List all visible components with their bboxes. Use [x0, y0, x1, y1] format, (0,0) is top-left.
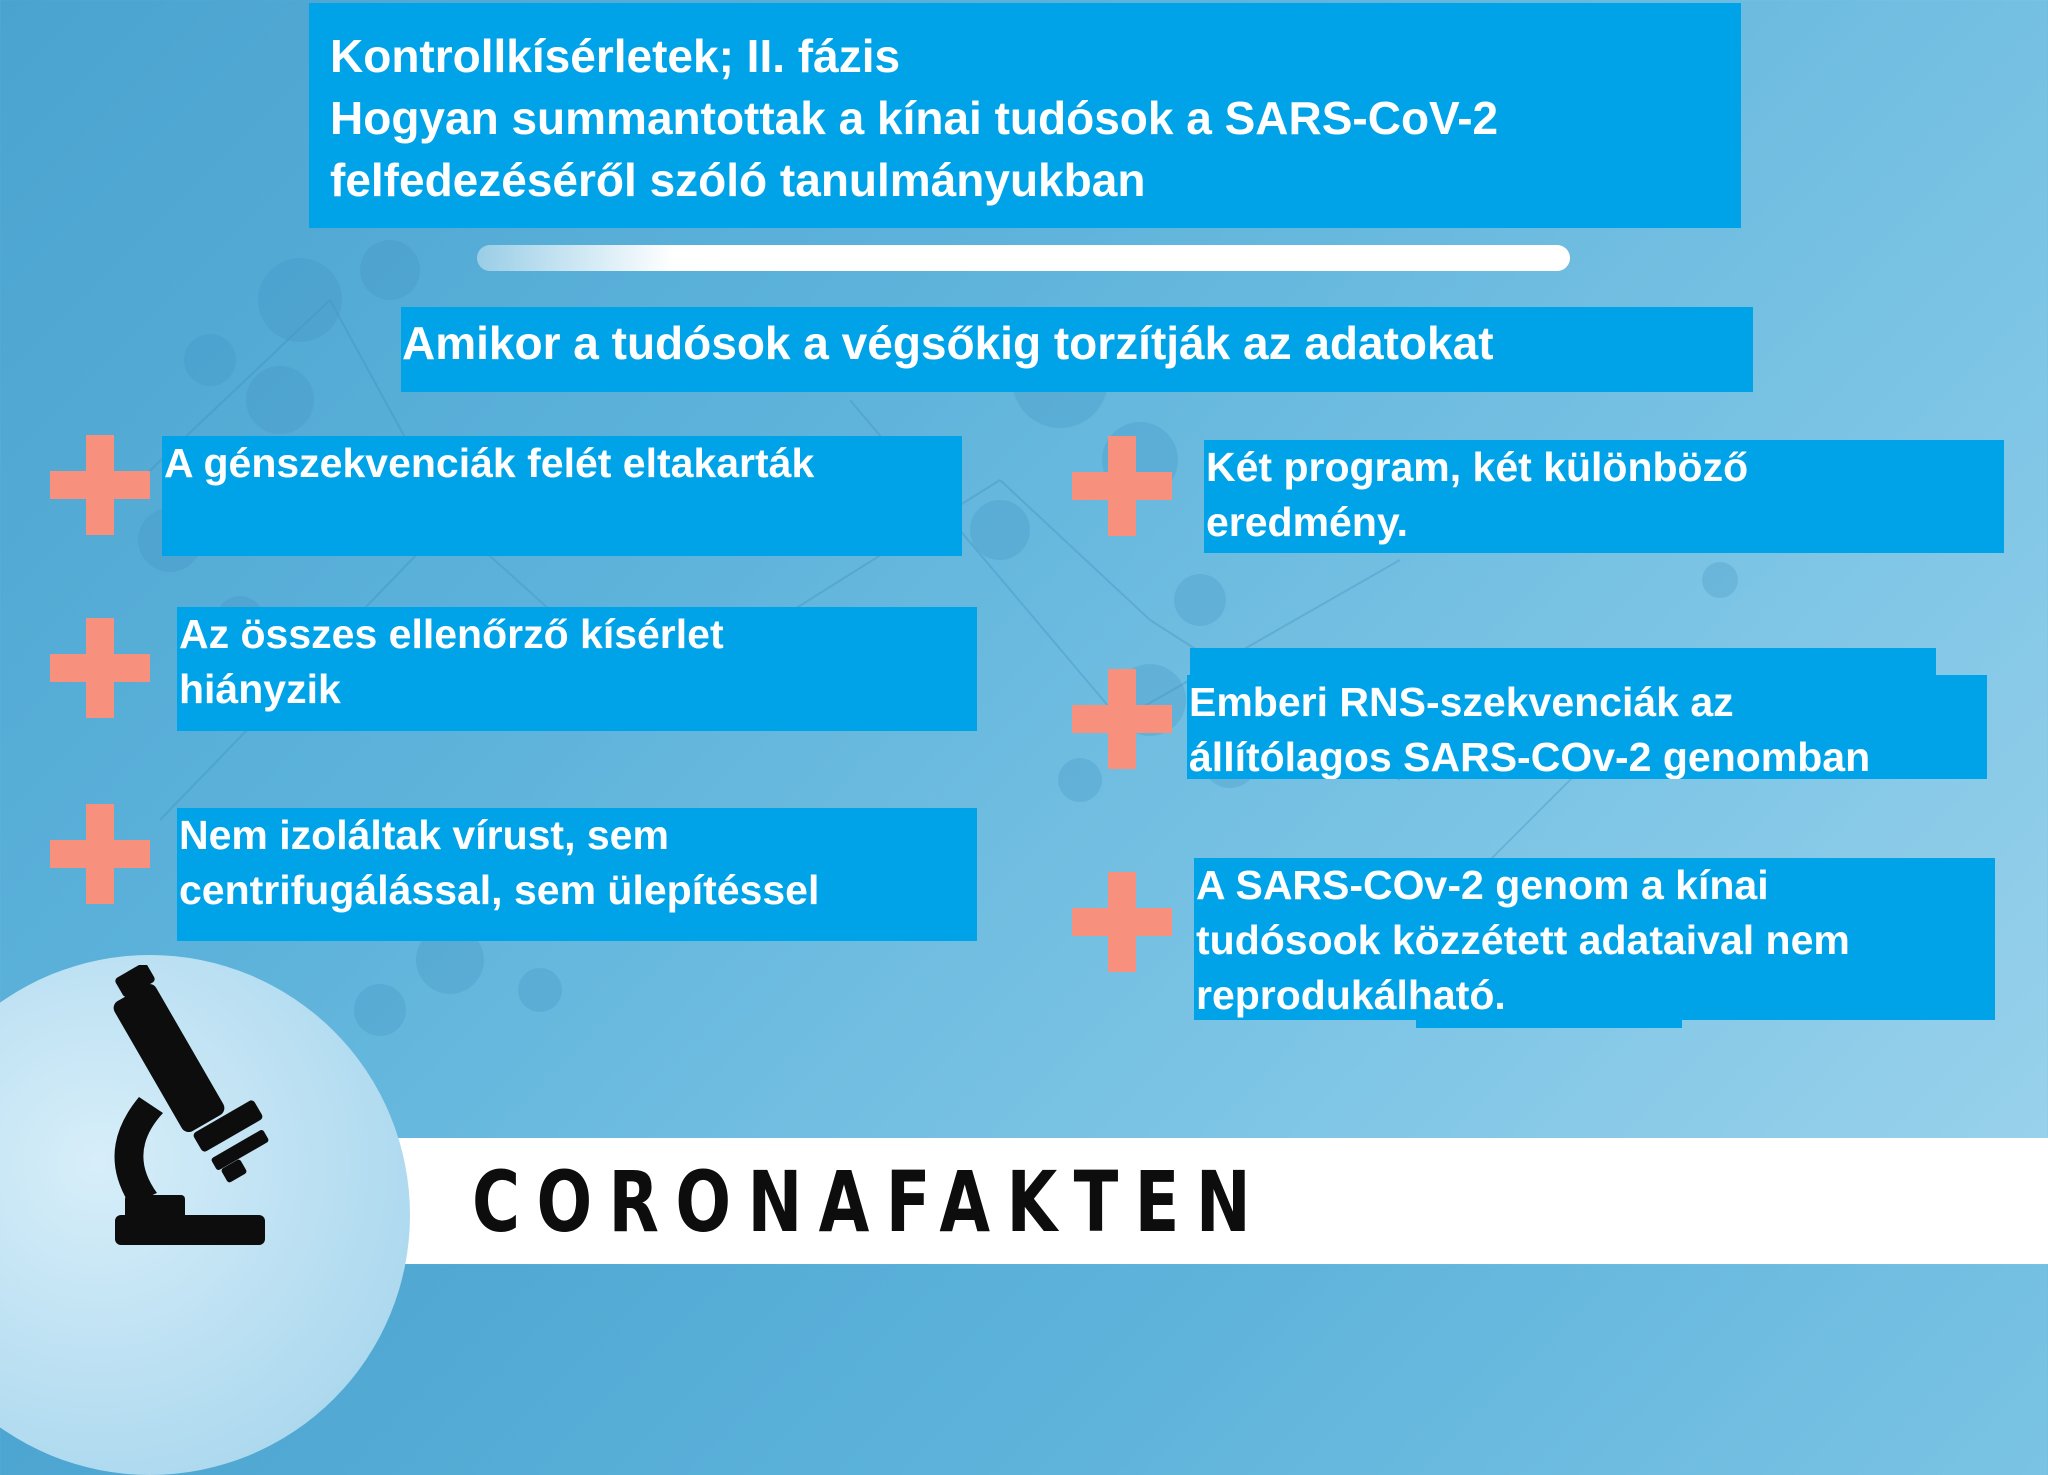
plus-icon [1072, 669, 1172, 769]
right-item-2-line-1: Emberi RNS-szekvenciák az [1189, 679, 1734, 725]
brand-logo-text: CORONAFAKTEN [472, 1153, 1268, 1251]
title-line-3: felfedezéséről szóló tanulmányukban [330, 154, 1146, 206]
right-item-1-line-1: Két program, két különböző [1206, 444, 1749, 490]
plus-icon [50, 435, 150, 535]
divider-bar [477, 245, 1570, 271]
plus-icon [50, 804, 150, 904]
left-item-1 [162, 436, 962, 556]
right-item-2-line-2: állítólagos SARS-COv-2 genomban [1189, 734, 1871, 779]
right-item-1 [1204, 440, 2004, 553]
plus-icon [1072, 872, 1172, 972]
subtitle-box [401, 307, 1753, 392]
right-item-3 [1194, 858, 1995, 1020]
title-line-2: Hogyan summantottak a kínai tudósok a SARS-CoV-2 [330, 92, 1499, 144]
right-item-3-line-3: reprodukálható. [1196, 972, 1506, 1018]
plus-icon [1072, 436, 1172, 536]
left-item-2-line-1: Az összes ellenőrző kísérlet [179, 611, 724, 657]
title-box [309, 3, 1741, 228]
title-line-1: Kontrollkísérletek; II. fázis [330, 30, 901, 82]
left-item-3 [177, 808, 977, 941]
left-item-3-line-2: centrifugálással, sem ülepítéssel [179, 867, 820, 913]
plus-icon [50, 618, 150, 718]
right-item-3-line-1: A SARS-COv-2 genom a kínai [1196, 862, 1769, 908]
left-item-2-line-2: hiányzik [179, 666, 341, 712]
microscope-icon [105, 965, 275, 1255]
right-item-1-line-2: eredmény. [1206, 499, 1409, 545]
left-item-2 [177, 607, 977, 731]
right-item-2 [1187, 675, 1987, 779]
right-item-3-line-2: tudósook közzétett adataival nem [1196, 917, 1850, 963]
subtitle-text: Amikor a tudósok a végsőkig torzítják az adatokat [402, 317, 1494, 369]
left-item-1-line-1: A génszekvenciák felét eltakarták [164, 440, 815, 486]
left-item-3-line-1: Nem izoláltak vírust, sem [179, 812, 669, 858]
